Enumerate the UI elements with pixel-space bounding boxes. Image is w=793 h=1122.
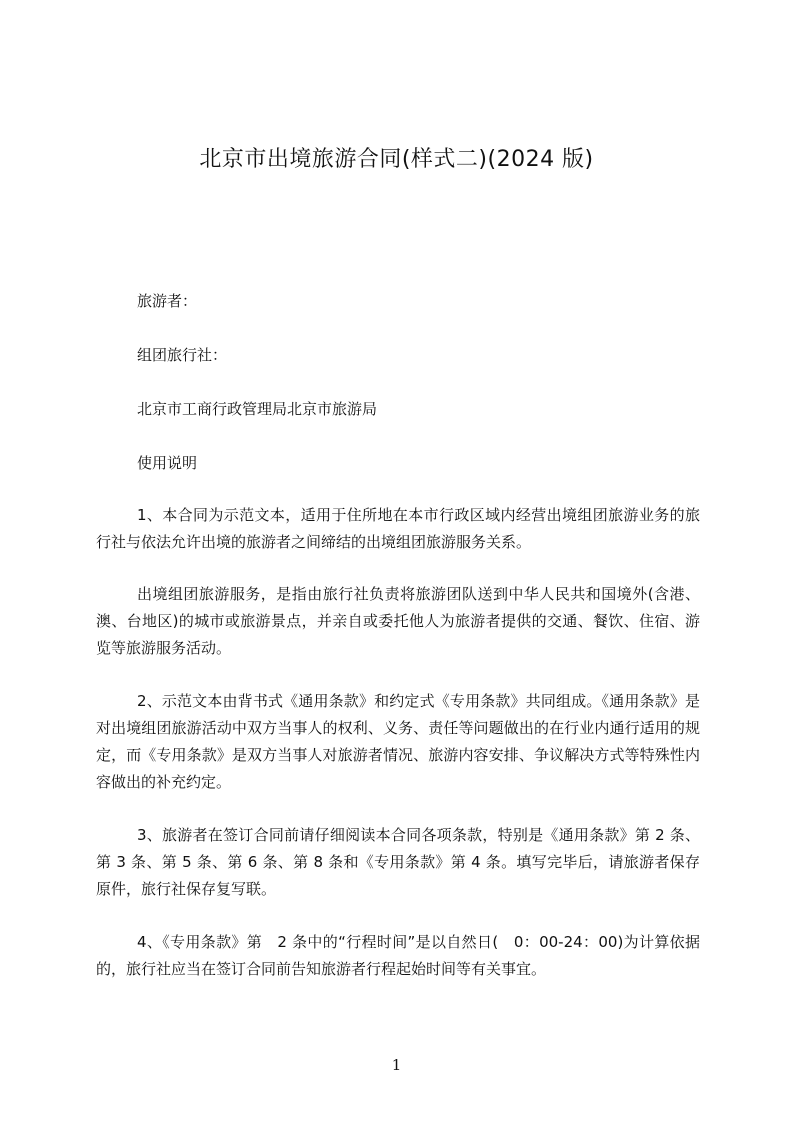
document-title: 北京市出境旅游合同(样式二)(2024 版) — [199, 147, 594, 172]
paragraph-4: 3、旅游者在签订合同前请仔细阅读本合同各项条款，特别是《通用条款》第 2 条、第 3 条、第 5 条、第 6 条、第 8 条和《专用条款》第 4 条。填写完毕后，请旅游者保存原件，旅行社保存复写联。 — [96, 826, 700, 898]
section-heading: 使用说明 — [137, 454, 198, 472]
tourist-field-label: 旅游者： — [137, 292, 198, 310]
paragraph-5: 4、《专用条款》第 2 条中的“行程时间”是以自然日( 0：00-24：00)为计算依据的，旅行社应当在签订合同前告知旅游者行程起始时间等有关事宜。 — [96, 933, 700, 978]
agency-field-label: 组团旅行社： — [137, 346, 228, 364]
paragraph-3: 2、示范文本由背书式《通用条款》和约定式《专用条款》共同组成。《通用条款》是对出境组团旅游活动中双方当事人的权利、义务、责任等问题做出的在行业内通行适用的规定，而《专用条款》是双方当事人对旅游者情况、旅游内容安排、争议解决方式等特殊性内容做出的补充约定。 — [96, 692, 700, 791]
paragraph-2: 出境组团旅游服务，是指由旅行社负责将旅游团队送到中华人民共和国境外(含港、澳、台地区)的城市或旅游景点，并亲自或委托他人为旅游者提供的交通、餐饮、住宿、游览等旅游服务活动。 — [96, 585, 700, 657]
page-number: 1 — [391, 1056, 402, 1074]
paragraph-1: 1、本合同为示范文本，适用于住所地在本市行政区域内经营出境组团旅游业务的旅行社与依法允许出境的旅游者之间缔结的出境组团旅游服务关系。 — [96, 506, 700, 551]
issuer-text: 北京市工商行政管理局北京市旅游局 — [137, 400, 378, 418]
